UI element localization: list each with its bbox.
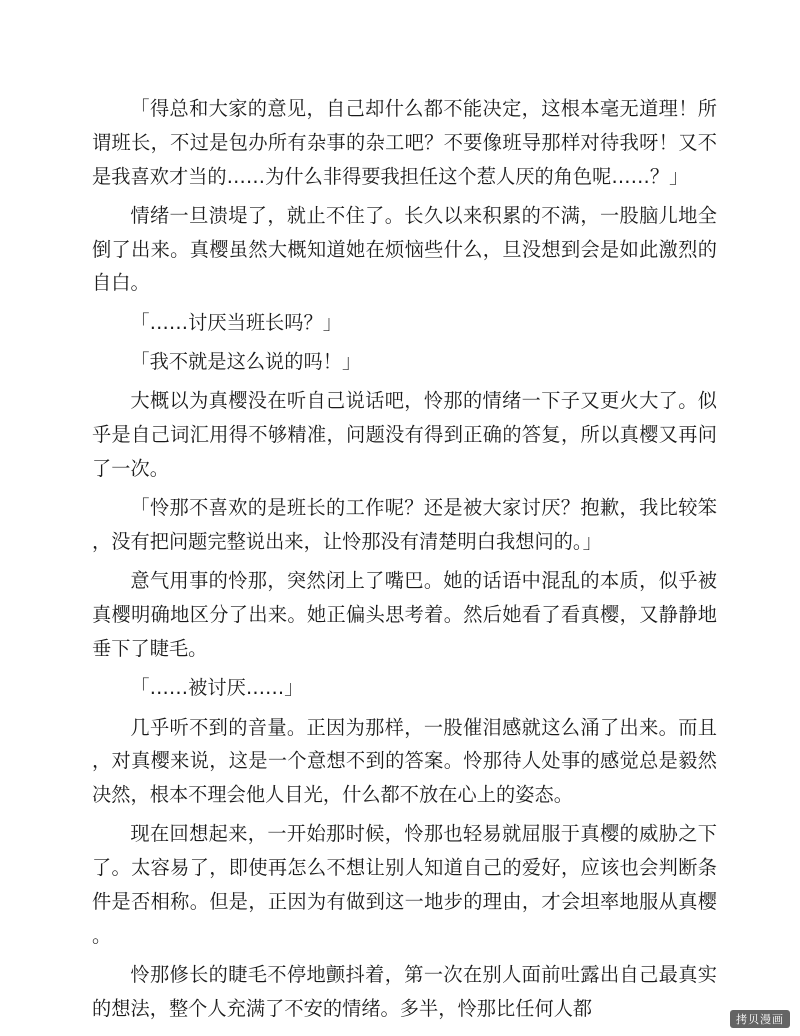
paragraph-2: 情绪一旦溃堤了，就止不住了。长久以来积累的不满，一股脑儿地全倒了出来。真樱虽然大概知道她在烦恼些什么，旦没想到会是如此激烈的自白。	[92, 203, 717, 295]
paragraph-8: 「……被讨厌……」	[130, 676, 304, 700]
watermark-badge: 拷贝漫画	[730, 1010, 790, 1028]
paragraph-6: 「怜那不喜欢的是班长的工作呢？还是被大家讨厌？抱歉，我比较笨，没有把问题完整说出来，让怜那没有清楚明白我想问的。」	[92, 496, 717, 554]
paragraph-11: 怜那修长的睫毛不停地颤抖着，第一次在别人面前吐露出自己最真实的想法，整个人充满了不安的情绪。多半，怜那比任何人都	[92, 963, 717, 1020]
paragraph-5: 大概以为真樱没在听自己说话吧，怜那的情绪一下子又更火大了。似乎是自己词汇用得不够精准，问题没有得到正确的答复，所以真樱又再问了一次。	[92, 389, 717, 480]
text-body	[92, 92, 717, 1031]
paragraph-10: 现在回想起来，一开始那时候，怜那也轻易就屈服于真樱的威胁之下了。太容易了，即使再怎么不想让别人知道自己的爱好，应该也会判断条件是否相称。但是，正因为有做到这一地步的理由，才会坦率地服从真樱。	[92, 822, 717, 947]
paragraph-4: 「我不就是这么说的吗！」	[130, 350, 362, 374]
paragraph-9: 几乎听不到的音量。正因为那样，一股催泪感就这么涌了出来。而且，对真樱来说，这是一个意想不到的答案。怜那待人处事的感觉总是毅然决然，根本不理会他人目光，什么都不放在心上的姿态。	[92, 715, 717, 807]
paragraph-1: 「得总和大家的意见，自己却什么都不能决定，这根本毫无道理！所谓班长，不过是包办所有杂事的杂工吧？不要像班导那样对待我呀！又不是我喜欢才当的……为什么非得要我担任这个惹人厌的角色呢……？」	[92, 97, 717, 188]
paragraph-3: 「……讨厌当班长吗？」	[130, 310, 343, 334]
paragraph-7: 意气用事的怜那，突然闭上了嘴巴。她的话语中混乱的本质，似乎被真樱明确地区分了出来。她正偏头思考着。然后她看了看真樱，又静静地垂下了睫毛。	[92, 569, 717, 660]
